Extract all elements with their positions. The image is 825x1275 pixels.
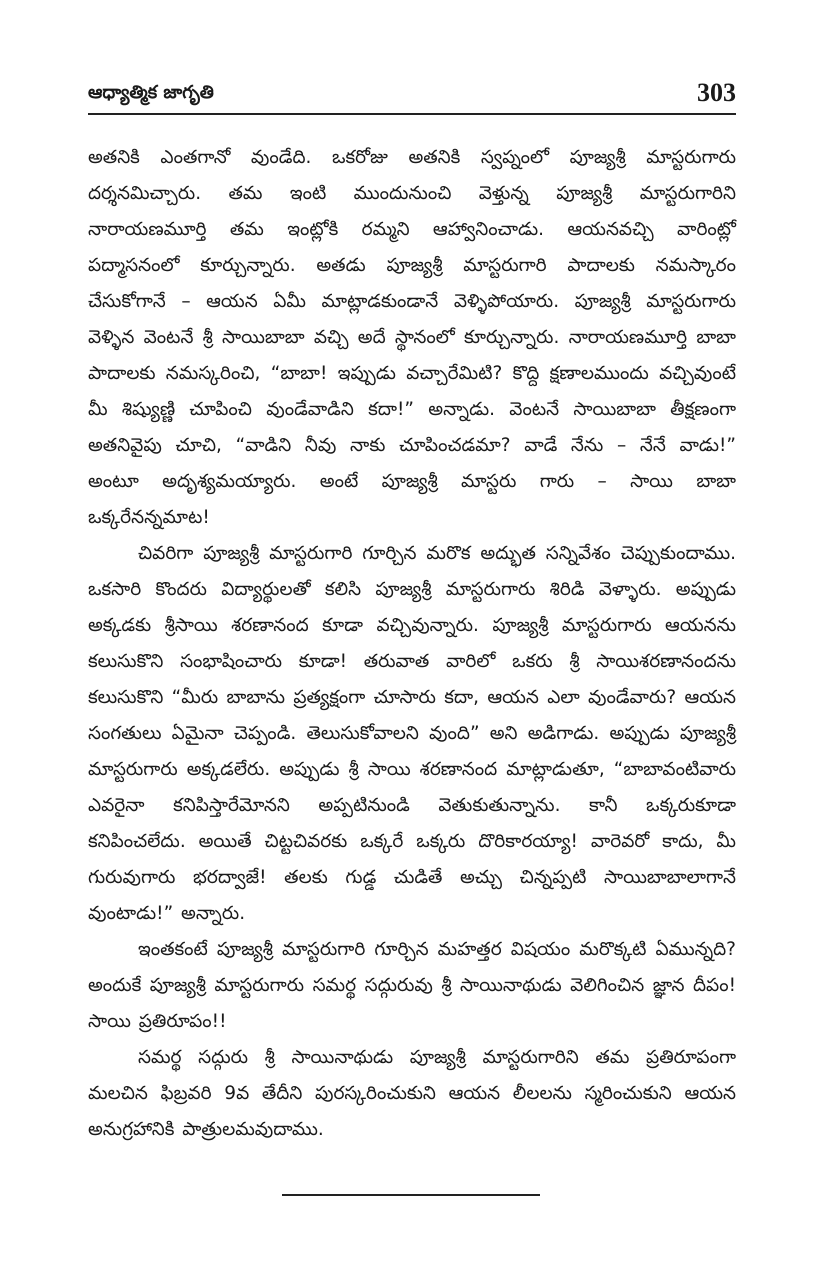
- paragraph-2: చివరిగా పూజ్యశ్రీ మాస్టరుగారి గూర్చిన మరొక అద్భుత సన్నివేశం చెప్పుకుందాము. ఒకసారి కొందరు విద్యార్థులతో కలిసి పూజ్యశ్రీ మాస్టరుగారు శిరిడి వెళ్ళారు. అప్పుడు అక్కడకు శ్రీసాయి శరణానంద కూడా వచ్చివున్నారు. పూజ్యశ్రీ మాస్టరుగారు ఆయనను కలుసుకొని సంభాషించారు కూడా! తరువాత వారిలో ఒకరు శ్రీ సాయిశరణానందను కలుసుకొని “మీరు బాబాను ప్రత్యక్షంగా చూసారు కదా, ఆయన ఎలా వుండేవారు? ఆయన సంగతులు ఏమైనా చెప్పండి. తెలుసుకోవాలని వుంది” అని అడిగాడు. అప్పుడు పూజ్యశ్రీ మాస్టరుగారు అక్కడలేరు. అప్పుడు శ్రీ సాయి శరణానంద మాట్లాడుతూ, “బాబావంటివారు ఎవరైనా కనిపిస్తారేమోనని అప్పటినుండి వెతుకుతున్నాను. కానీ ఒక్కరుకూడా కనిపించలేదు. అయితే చిట్టచివరకు ఒక్కరే ఒక్కరు దొరికారయ్యా! వారెవరో కాదు, మీ గురువుగారు భరద్వాజే! తలకు గుడ్డ చుడితే అచ్చు చిన్నప్పటి సాయిబాబాలాగానే వుంటాడు!” అన్నారు.: [88, 543, 736, 924]
- page-body: [88, 140, 736, 1148]
- paragraph-4: సమర్థ సద్గురు శ్రీ సాయినాథుడు పూజ్యశ్రీ మాస్టరుగారిని తమ ప్రతిరూపంగా మలచిన ఫిబ్రవరి 9వ తేదీని పురస్కరించుకుని ఆయన లీలలను స్మరించుకుని ఆయన అనుగ్రహానికి పాత్రులమవుదాము.: [88, 1047, 736, 1140]
- paragraph-3: ఇంతకంటే పూజ్యశ్రీ మాస్టరుగారి గూర్చిన మహత్తర విషయం మరొక్కటి ఏమున్నది?అందుకే పూజ్యశ్రీ మాస్టరుగారు సమర్థ సద్గురువు శ్రీ సాయినాథుడు వెలిగించిన జ్ఞాన దీపం! సాయి ప్రతిరూపం!!: [88, 939, 736, 1032]
- section-end-divider: [282, 1194, 540, 1196]
- book-title: ఆధ్యాత్మిక జాగృతి: [88, 82, 214, 103]
- running-header: [88, 78, 736, 112]
- paragraph-1: అతనికి ఎంతగానో వుండేది. ఒకరోజు అతనికి స్వప్నంలో పూజ్యశ్రీ మాస్టరుగారు దర్శనమిచ్చారు. తమ ఇంటి ముందునుంచి వెళ్తున్న పూజ్యశ్రీ మాస్టరుగారిని నారాయణమూర్తి తమ ఇంట్లోకి రమ్మని ఆహ్వానించాడు. ఆయనవచ్చి వారింట్లో పద్మాసనంలో కూర్చున్నారు. అతడు పూజ్యశ్రీ మాస్టరుగారి పాదాలకు నమస్కారం చేసుకోగానే – ఆయన ఏమీ మాట్లాడకుండానే వెళ్ళిపోయారు. పూజ్యశ్రీ మాస్టరుగారు వెళ్ళిన వెంటనే శ్రీ సాయిబాబా వచ్చి అదే స్థానంలో కూర్చున్నారు. నారాయణమూర్తి బాబా పాదాలకు నమస్కరించి, “బాబా! ఇప్పుడు వచ్చారేమిటి? కొద్ది క్షణాలముందు వచ్చివుంటే మీ శిష్యుణ్ణి చూపించి వుండేవాడిని కదా!” అన్నాడు. వెంటనే సాయిబాబా తీక్షణంగా అతనివైపు చూచి, “వాడిని నీవు నాకు చూపించడమా? వాడే నేను – నేనే వాడు!” అంటూ అదృశ్యమయ్యారు. అంటే పూజ్యశ్రీ మాస్టరు గారు – సాయి బాబా ఒక్కరేనన్నమాట!: [88, 147, 736, 528]
- page-number: 303: [697, 78, 736, 107]
- header-divider: [88, 113, 736, 115]
